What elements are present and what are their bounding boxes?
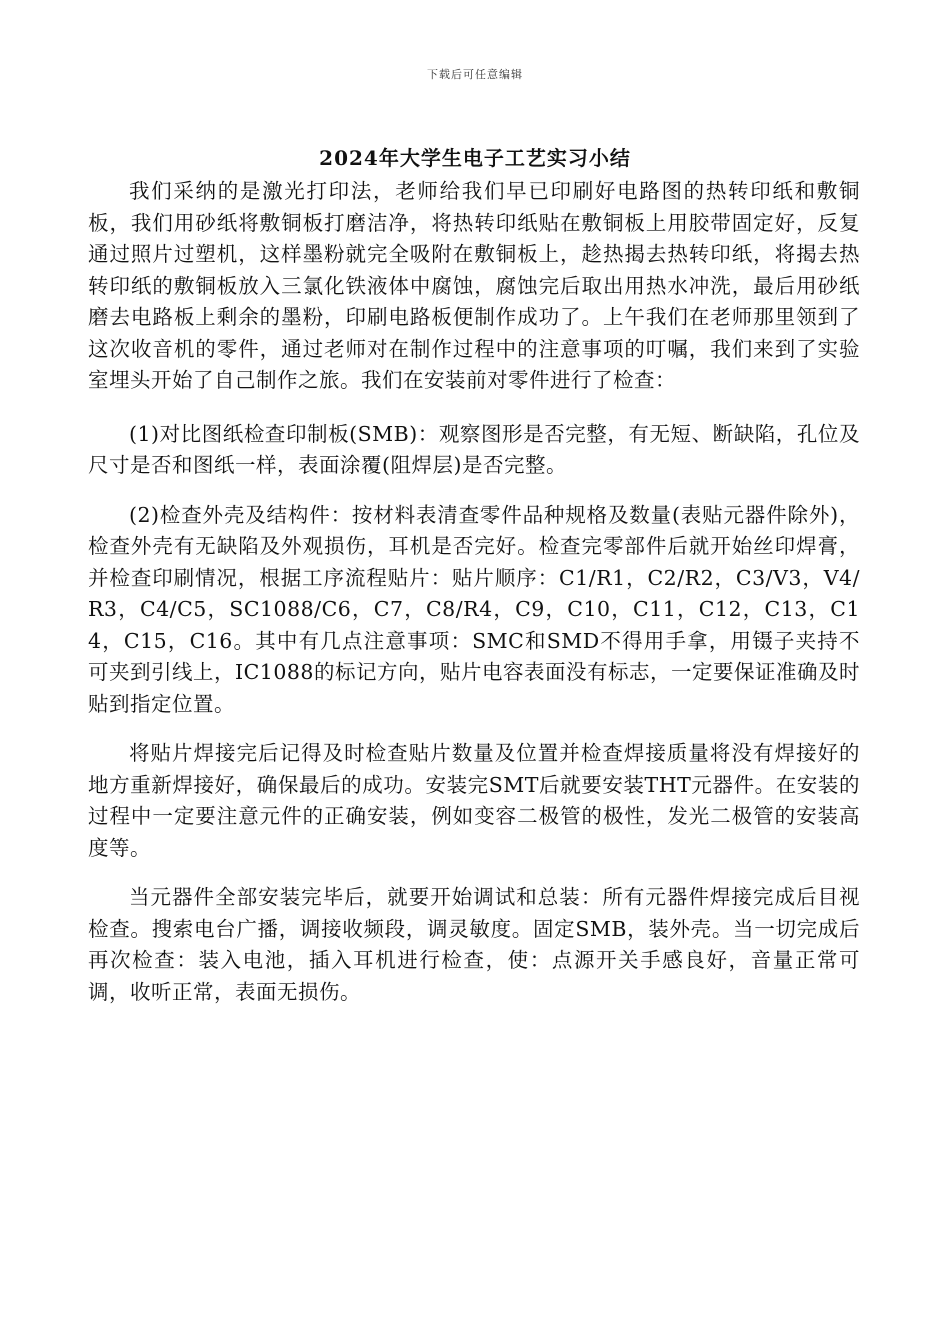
page-header-note: 下载后可任意编辑 — [427, 68, 523, 81]
paragraph-check-smb: (1)对比图纸检查印制板(SMB)：观察图形是否完整，有无短、断缺陷，孔位及尺寸是否和图纸一样，表面涂覆(阻焊层)是否完整。 — [88, 421, 860, 477]
paragraph-soldering-check: 将贴片焊接完后记得及时检查贴片数量及位置并检查焊接质量将没有焊接好的地方重新焊接好，确保最后的成功。安装完SMT后就要安装THT元器件。在安装的过程中一定要注意元件的正确安装，例如变容二极管的极性，发光二极管的安装高度等。 — [88, 741, 860, 860]
paragraph-final-assembly: 当元器件全部安装完毕后，就要开始调试和总装：所有元器件焊接完成后目视检查。搜索电台广播，调接收频段，调灵敏度。固定SMB，装外壳。当一切完成后再次检查：装入电池，插入耳机进行检查，使：点源开关手感良好，音量正常可调，收听正常，表面无损伤。 — [88, 885, 860, 1004]
paragraph-process-intro: 我们采纳的是激光打印法，老师给我们早已印刷好电路图的热转印纸和敷铜板，我们用砂纸将敷铜板打磨洁净，将热转印纸贴在敷铜板上用胶带固定好，反复通过照片过塑机，这样墨粉就完全吸附在敷铜板上，趁热揭去热转印纸，将揭去热转印纸的敷铜板放入三氯化铁液体中腐蚀，腐蚀完后取出用热水冲洗，最后用砂纸磨去电路板上剩余的墨粉，印刷电路板便制作成功了。上午我们在老师那里领到了这次收音机的零件，通过老师对在制作过程中的注意事项的叮嘱，我们来到了实验室埋头开始了自己制作之旅。我们在安装前对零件进行了检查： — [88, 179, 860, 392]
paragraph-check-case: (2)检查外壳及结构件：按材料表清查零件品种规格及数量(表贴元器件除外)，检查外壳有无缺陷及外观损伤，耳机是否完好。检查完零部件后就开始丝印焊膏，并检查印刷情况，根据工序流程贴片：贴片顺序：C1/R1，C2/R2，C3/V3，V4/R3，C4/C5，SC1088/C6，C7，C8/R4，C9，C10，C11，C12，C13，C14，C15，C16。其中有几点注意事项：SMC和SMD不得用手拿，用镊子夹持不可夹到引线上，IC1088的标记方向，贴片电容表面没有标志，一定要保证准确及时贴到指定位置。 — [88, 502, 860, 716]
document-title: 2024年大学生电子工艺实习小结 — [319, 146, 631, 170]
document-body — [88, 176, 860, 1026]
